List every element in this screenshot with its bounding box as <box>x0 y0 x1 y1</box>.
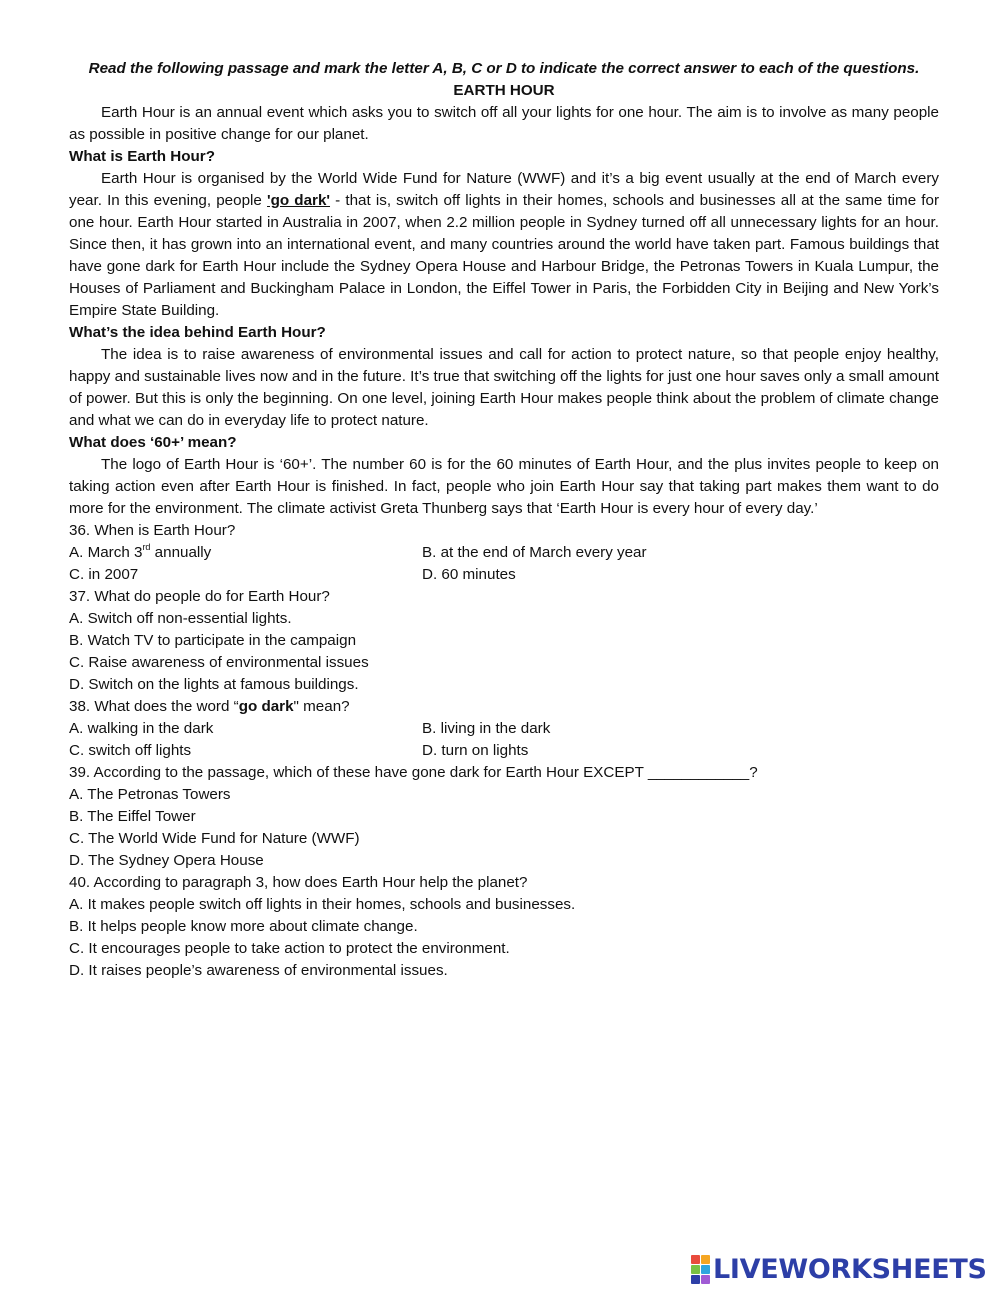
question-keyword: go dark <box>238 698 294 715</box>
option-text: A. March 3 <box>69 544 143 561</box>
question-text: " mean? <box>293 698 350 715</box>
option-b[interactable]: B. The Eiffel Tower <box>69 808 196 825</box>
option-b[interactable]: B. Watch TV to participate in the campaign <box>69 632 357 649</box>
highlighted-keyword: 'go dark' <box>267 192 331 209</box>
question-stem: 39. According to the passage, which of these have gone dark for Earth Hour EXCEPT ____________? <box>69 764 758 781</box>
option-row <box>69 718 939 740</box>
question-stem: 37. What do people do for Earth Hour? <box>69 588 330 605</box>
option-b[interactable]: B. at the end of March every year <box>422 544 647 561</box>
option-a[interactable]: A. It makes people switch off lights in their homes, schools and businesses. <box>69 896 576 913</box>
liveworksheets-logo[interactable] <box>691 1253 987 1285</box>
option-c[interactable]: C. in 2007 <box>69 566 139 583</box>
intro-paragraph: Earth Hour is an annual event which asks you to switch off all your lights for one hour. The aim is to involve as many people as possible in positive change for our planet. <box>69 104 939 143</box>
option-a[interactable]: A. walking in the dark <box>69 720 214 737</box>
liveworksheets-icon <box>691 1255 710 1284</box>
option-text: annually <box>150 544 212 561</box>
option-c[interactable]: C. switch off lights <box>69 742 192 759</box>
option-a[interactable]: A. Switch off non-essential lights. <box>69 610 292 627</box>
question-text: 38. What does the word “ <box>69 698 239 715</box>
logo-tile <box>701 1265 710 1274</box>
question-stem <box>69 696 939 718</box>
option-c[interactable]: C. The World Wide Fund for Nature (WWF) <box>69 830 360 847</box>
option-d[interactable]: D. 60 minutes <box>422 566 516 583</box>
section-paragraph <box>69 168 939 322</box>
section-heading: What’s the idea behind Earth Hour? <box>69 324 326 341</box>
option-superscript: rd <box>142 541 151 552</box>
question-stem: 36. When is Earth Hour? <box>69 522 236 539</box>
passage-title: EARTH HOUR <box>453 82 555 99</box>
option-a[interactable] <box>69 542 422 564</box>
option-b[interactable]: B. It helps people know more about climate change. <box>69 918 418 935</box>
instruction-text: Read the following passage and mark the letter A, B, C or D to indicate the correct answer to each of the questions. <box>88 60 920 77</box>
option-b[interactable]: B. living in the dark <box>422 720 551 737</box>
option-d[interactable]: D. Switch on the lights at famous buildings. <box>69 676 359 693</box>
logo-tile <box>691 1255 700 1264</box>
section-paragraph: The logo of Earth Hour is ‘60+’. The number 60 is for the 60 minutes of Earth Hour, and the plus invites people to keep on taking action even after Earth Hour is finished. In fact, people who join Earth Hour say that taking part makes them want to do more for the environment. The climate activist Greta Thunberg says that ‘Earth Hour is every hour of every day.’ <box>69 456 939 517</box>
question-stem: 40. According to paragraph 3, how does Earth Hour help the planet? <box>69 874 528 891</box>
option-row <box>69 740 939 762</box>
logo-tile <box>691 1265 700 1274</box>
logo-tile <box>701 1275 710 1284</box>
logo-tile <box>701 1255 710 1264</box>
brand-name: LIVEWORKSHEETS <box>713 1253 987 1285</box>
section-heading: What does ‘60+’ mean? <box>69 434 237 451</box>
option-d[interactable]: D. The Sydney Opera House <box>69 852 264 869</box>
option-d[interactable]: D. It raises people’s awareness of environmental issues. <box>69 962 448 979</box>
option-a[interactable]: A. The Petronas Towers <box>69 786 231 803</box>
option-row <box>69 564 939 586</box>
section-paragraph: The idea is to raise awareness of environmental issues and call for action to protect nature, so that people enjoy healthy, happy and sustainable lives now and in the future. It’s true that switching off the lights for just one hour saves only a small amount of power. But this is only the beginning. On one level, joining Earth Hour makes people think about the problem of climate change and what we can do in everyday life to protect nature. <box>69 346 939 429</box>
section-heading: What is Earth Hour? <box>69 148 215 165</box>
worksheet-page <box>69 58 939 982</box>
option-d[interactable]: D. turn on lights <box>422 742 529 759</box>
paragraph-text: Earth Hour is organised by the World Wide Fund for Nature (WWF) and it’s a big event usually at the end of March every year. In this evening, people <box>69 170 939 209</box>
option-c[interactable]: C. It encourages people to take action to protect the environment. <box>69 940 510 957</box>
logo-tile <box>691 1275 700 1284</box>
option-row <box>69 542 939 564</box>
paragraph-text: - that is, switch off lights in their homes, schools and businesses all at the same time for one hour. Earth Hour started in Australia in 2007, when 2.2 million people in Sydney turned off all unnecessary lights for an hour. Since then, it has grown into an international event, and many countries around the world have taken part. Famous buildings that have gone dark for Earth Hour include the Sydney Opera House and Harbour Bridge, the Petronas Towers in Kuala Lumpur, the Houses of Parliament and Buckingham Palace in London, the Eiffel Tower in Paris, the Forbidden City in Beijing and New York’s Empire State Building. <box>69 192 940 319</box>
option-c[interactable]: C. Raise awareness of environmental issues <box>69 654 369 671</box>
